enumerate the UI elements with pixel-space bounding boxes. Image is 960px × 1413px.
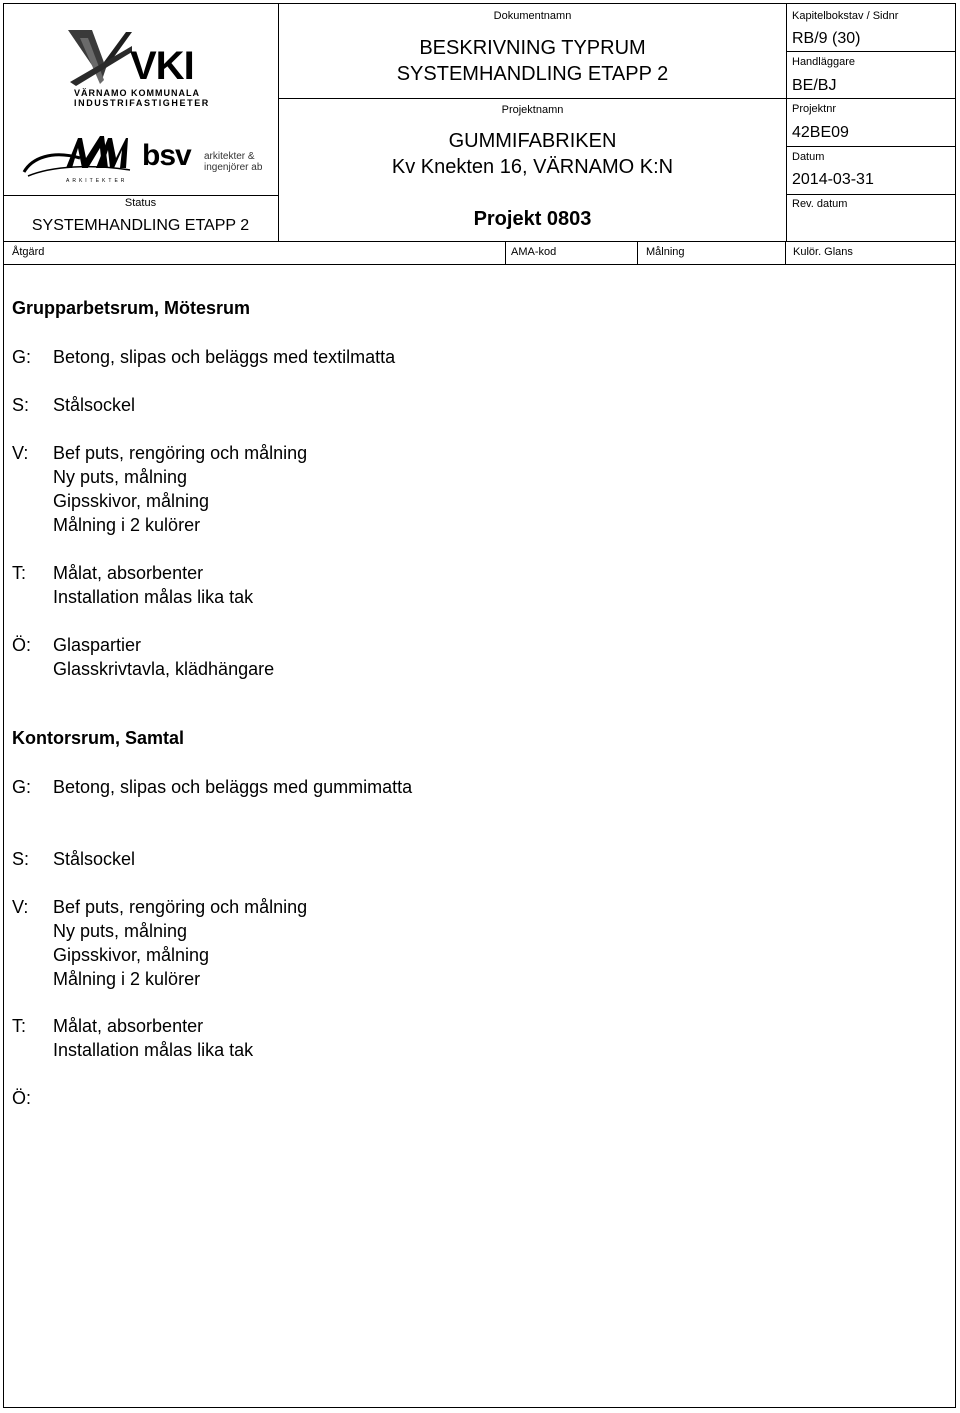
bsv-line1: arkitekter & bbox=[204, 151, 255, 162]
spec-lines bbox=[53, 847, 135, 871]
spec-line: Målat, absorbenter bbox=[53, 1016, 204, 1036]
divider bbox=[786, 51, 956, 52]
divider bbox=[785, 241, 786, 264]
project-name-label: Projektnamn bbox=[501, 104, 564, 116]
spec-line: Glaspartier bbox=[53, 635, 142, 655]
project-name bbox=[279, 128, 786, 180]
spec-lines bbox=[53, 633, 274, 681]
project-name-line2: Kv Knekten 16, VÄRNAMO K:N bbox=[391, 156, 674, 178]
spec-lines bbox=[53, 345, 395, 369]
project-nr-label: Projektnr bbox=[792, 103, 837, 115]
project-name-line1: GUMMIFABRIKEN bbox=[448, 130, 617, 152]
spec-lines bbox=[53, 441, 307, 537]
spec-line: Gipsskivor, målning bbox=[53, 945, 210, 965]
spec-line: Installation målas lika tak bbox=[53, 1040, 254, 1060]
spec-code: T: bbox=[12, 1016, 27, 1036]
divider bbox=[3, 195, 278, 196]
document-name bbox=[279, 35, 786, 87]
spec-code: Ö: bbox=[12, 635, 32, 655]
spec-line: Bef puts, rengöring och målning bbox=[53, 443, 308, 463]
document-name-line1: BESKRIVNING TYPRUM bbox=[419, 37, 646, 59]
divider bbox=[786, 98, 956, 99]
column-malning: Målning bbox=[646, 246, 685, 258]
spec-line: Stålsockel bbox=[53, 395, 136, 415]
spec-line: Glasskrivtavla, klädhängare bbox=[53, 659, 275, 679]
divider bbox=[3, 264, 956, 265]
date-label: Datum bbox=[792, 151, 825, 163]
divider bbox=[3, 241, 956, 242]
spec-line: Stålsockel bbox=[53, 849, 136, 869]
status-value: SYSTEMHANDLING ETAPP 2 bbox=[31, 217, 250, 234]
divider bbox=[786, 3, 787, 241]
project-number-text: Projekt 0803 bbox=[473, 208, 592, 230]
date-value: 2014-03-31 bbox=[792, 171, 874, 188]
chapter-label: Kapitelbokstav / Sidnr bbox=[792, 10, 899, 22]
divider bbox=[278, 98, 786, 99]
spec-code: Ö: bbox=[12, 1088, 32, 1108]
divider bbox=[505, 241, 506, 264]
vki-text: VKI bbox=[130, 44, 194, 88]
spec-lines bbox=[53, 1014, 253, 1062]
spec-lines bbox=[53, 561, 253, 609]
spec-code: V: bbox=[12, 443, 29, 463]
spec-line: Ny puts, målning bbox=[53, 467, 188, 487]
spec-lines bbox=[53, 393, 135, 417]
spec-code: T: bbox=[12, 563, 27, 583]
spec-code: G: bbox=[12, 347, 32, 367]
spec-code: S: bbox=[12, 849, 30, 869]
spec-line: Installation målas lika tak bbox=[53, 587, 254, 607]
section-title: Grupparbetsrum, Mötesrum bbox=[12, 298, 251, 318]
spec-line: Målning i 2 kulörer bbox=[53, 515, 201, 535]
handler-value: BE/BJ bbox=[792, 77, 837, 94]
document-name-line2: SYSTEMHANDLING ETAPP 2 bbox=[396, 63, 669, 85]
spec-line: Ny puts, målning bbox=[53, 921, 188, 941]
project-nr-value: 42BE09 bbox=[792, 124, 849, 141]
spec-lines bbox=[53, 775, 412, 799]
spec-line: Betong, slipas och beläggs med gummimatta bbox=[53, 777, 413, 797]
spec-lines bbox=[53, 895, 307, 991]
divider bbox=[786, 146, 956, 147]
spec-line: Gipsskivor, målning bbox=[53, 491, 210, 511]
spec-code: V: bbox=[12, 897, 29, 917]
spec-line: Betong, slipas och beläggs med textilmatta bbox=[53, 347, 396, 367]
bsv-line2: ingenjörer ab bbox=[204, 162, 263, 173]
spec-line: Målning i 2 kulörer bbox=[53, 969, 201, 989]
status-label: Status bbox=[124, 197, 157, 209]
vki-emblem-icon bbox=[66, 28, 136, 88]
spec-line: Målat, absorbenter bbox=[53, 563, 204, 583]
chapter-value: RB/9 (30) bbox=[792, 30, 861, 47]
document-name-label: Dokumentnamn bbox=[493, 10, 572, 22]
bsv-text: bsv bbox=[142, 139, 191, 172]
signature-logo-icon bbox=[22, 128, 132, 180]
section-title: Kontorsrum, Samtal bbox=[12, 728, 185, 748]
column-atgard: Åtgärd bbox=[12, 246, 45, 258]
rev-date-label: Rev. datum bbox=[792, 198, 848, 210]
divider bbox=[637, 241, 638, 264]
arkitekter-text: ARKITEKTER bbox=[66, 178, 128, 184]
spec-code: G: bbox=[12, 777, 32, 797]
handler-label: Handläggare bbox=[792, 56, 855, 68]
vki-line2: INDUSTRIFASTIGHETER bbox=[74, 98, 210, 108]
divider bbox=[786, 194, 956, 195]
vki-line1: VÄRNAMO KOMMUNALA bbox=[74, 88, 200, 98]
spec-code: S: bbox=[12, 395, 30, 415]
column-ama-kod: AMA-kod bbox=[511, 246, 557, 258]
spec-line: Bef puts, rengöring och målning bbox=[53, 897, 308, 917]
column-kulor-glans: Kulör. Glans bbox=[793, 246, 853, 258]
